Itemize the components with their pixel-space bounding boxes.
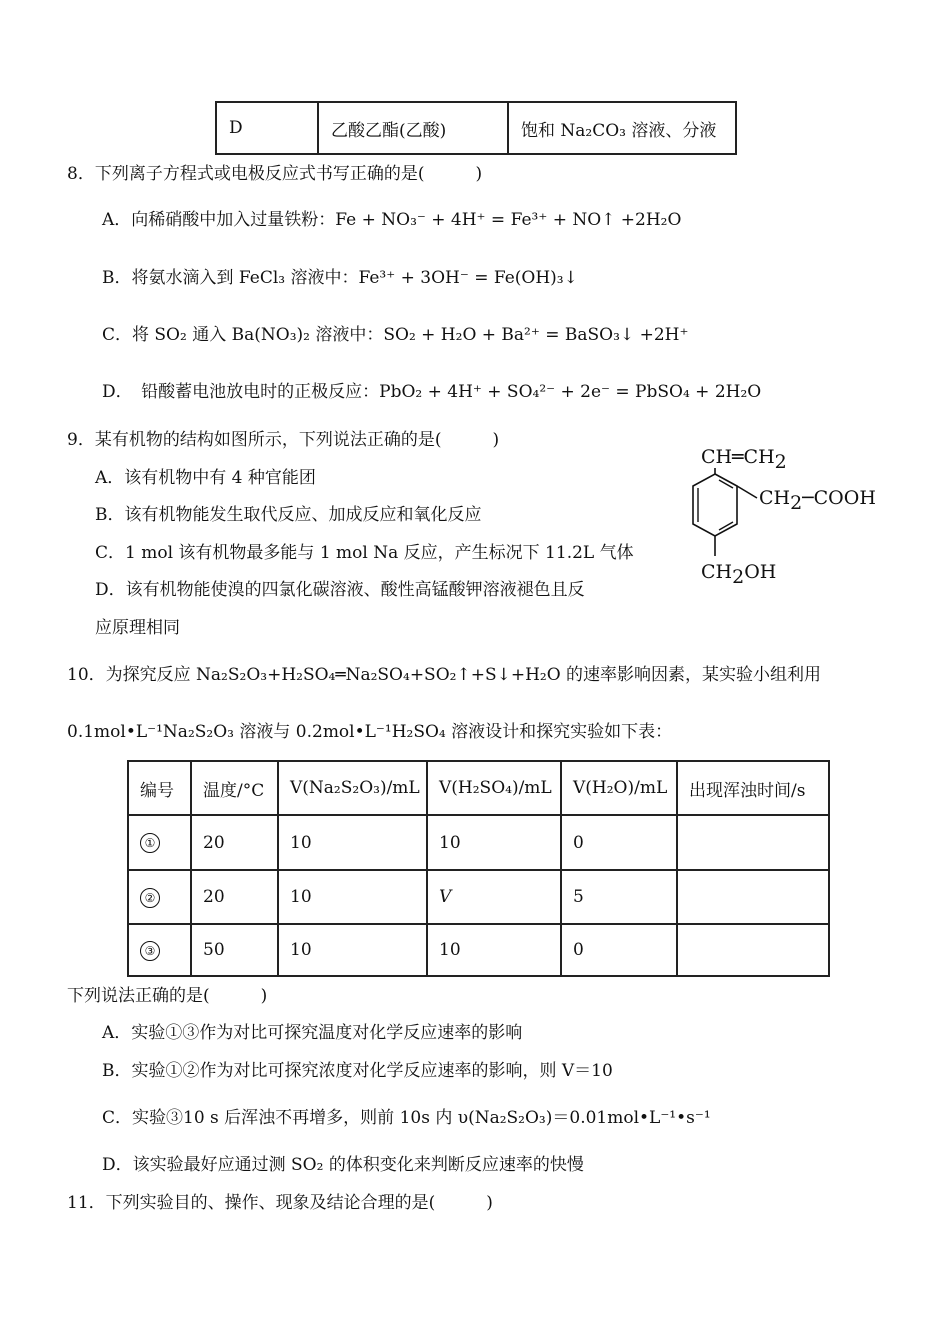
- table-cell: 20: [191, 815, 278, 870]
- table-row: [128, 870, 829, 924]
- q8-option-d: D． 铅酸蓄电池放电时的正极反应：PbO₂ + 4H⁺ + SO₄²⁻ + 2e⁻ = PbSO₄ + 2H₂O: [102, 382, 762, 402]
- vinyl-group-label: CH═CH2: [701, 446, 787, 473]
- table-cell: [677, 815, 829, 870]
- q10-stem-line2: 0.1mol•L⁻¹Na₂S₂O₃ 溶液与 0.2mol•L⁻¹H₂SO₄ 溶液设计和探究实验如下表：: [67, 722, 673, 742]
- q9-option-a: A．该有机物中有 4 种官能团: [95, 468, 316, 488]
- table-header-row: [128, 761, 829, 815]
- header-cell: 温度/°C: [191, 761, 278, 815]
- bond-side: [737, 486, 757, 498]
- table-cell: [677, 870, 829, 924]
- header-cell: V(H₂O)/mL: [561, 761, 677, 815]
- table-cell: ②: [128, 870, 191, 924]
- q8-option-c: C．将 SO₂ 通入 Ba(NO₃)₂ 溶液中：SO₂ + H₂O + Ba²⁺ = BaSO₃↓ +2H⁺: [102, 325, 689, 345]
- experiment-table: [127, 760, 830, 977]
- table-row: [128, 815, 829, 870]
- q9-option-d-line1: D．该有机物能使溴的四氯化碳溶液、酸性高锰酸钾溶液褪色且反: [95, 580, 585, 600]
- header-cell: 出现浑浊时间/s: [677, 761, 829, 815]
- table-cell: V: [427, 870, 561, 924]
- molecule-structure: [665, 438, 895, 588]
- table-cell: [677, 924, 829, 976]
- table-cell: ③: [128, 924, 191, 976]
- table-cell: 5: [561, 870, 677, 924]
- ring-double-bond: [719, 480, 733, 488]
- table-cell: 20: [191, 870, 278, 924]
- table-cell: 0: [561, 924, 677, 976]
- q9-option-c: C．1 mol 该有机物最多能与 1 mol Na 反应，产生标况下 11.2L 气体: [95, 543, 634, 563]
- table-cell: 10: [278, 815, 427, 870]
- table-cell: 饱和 Na₂CO₃ 溶液、分液: [508, 102, 736, 154]
- table-cell: D: [216, 102, 318, 154]
- ring-double-bond: [719, 522, 733, 530]
- q8-stem: 8．下列离子方程式或电极反应式书写正确的是( ): [67, 164, 483, 184]
- q9-option-d-line2: 应原理相同: [95, 618, 180, 638]
- q8-option-a: A．向稀硝酸中加入过量铁粉：Fe + NO₃⁻ + 4H⁺ = Fe³⁺ + NO↑ +2H₂O: [102, 210, 682, 230]
- table-cell: ①: [128, 815, 191, 870]
- header-cell: V(Na₂S₂O₃)/mL: [278, 761, 427, 815]
- table-cell: 10: [278, 924, 427, 976]
- q8-option-b: B．将氨水滴入到 FeCl₃ 溶液中：Fe³⁺ + 3OH⁻ = Fe(OH)₃↓: [102, 268, 578, 288]
- q10-ask: 下列说法正确的是( ): [67, 986, 268, 1006]
- q10-stem-line1: 10．为探究反应 Na₂S₂O₃+H₂SO₄═Na₂SO₄+SO₂↑+S↓+H₂O 的速率影响因素，某实验小组利用: [67, 665, 822, 685]
- q10-option-b: B．实验①②作为对比可探究浓度对化学反应速率的影响，则 V＝10: [102, 1061, 613, 1081]
- top-table: [215, 101, 737, 155]
- table-cell: 50: [191, 924, 278, 976]
- q10-option-c: C．实验③10 s 后浑浊不再增多，则前 10s 内 υ(Na₂S₂O₃)＝0.01mol•L⁻¹•s⁻¹: [102, 1108, 711, 1128]
- table-cell: 10: [427, 815, 561, 870]
- table-cell: 乙酸乙酯(乙酸): [318, 102, 508, 154]
- table-cell: 10: [427, 924, 561, 976]
- header-cell: V(H₂SO₄)/mL: [427, 761, 561, 815]
- q10-option-a: A．实验①③作为对比可探究温度对化学反应速率的影响: [102, 1023, 523, 1043]
- benzene-ring: [693, 474, 737, 536]
- q10-option-d: D．该实验最好应通过测 SO₂ 的体积变化来判断反应速率的快慢: [102, 1155, 584, 1175]
- acetic-acid-group-label: CH2─COOH: [759, 487, 876, 514]
- q11-stem: 11．下列实验目的、操作、现象及结论合理的是( ): [67, 1193, 493, 1213]
- q9-stem: 9．某有机物的结构如图所示，下列说法正确的是( ): [67, 430, 500, 450]
- table-row: [216, 102, 736, 154]
- table-cell: 0: [561, 815, 677, 870]
- table-row: [128, 924, 829, 976]
- hydroxymethyl-group-label: CH2OH: [701, 561, 777, 588]
- q9-option-b: B．该有机物能发生取代反应、加成反应和氧化反应: [95, 505, 482, 525]
- header-cell: 编号: [128, 761, 191, 815]
- table-cell: 10: [278, 870, 427, 924]
